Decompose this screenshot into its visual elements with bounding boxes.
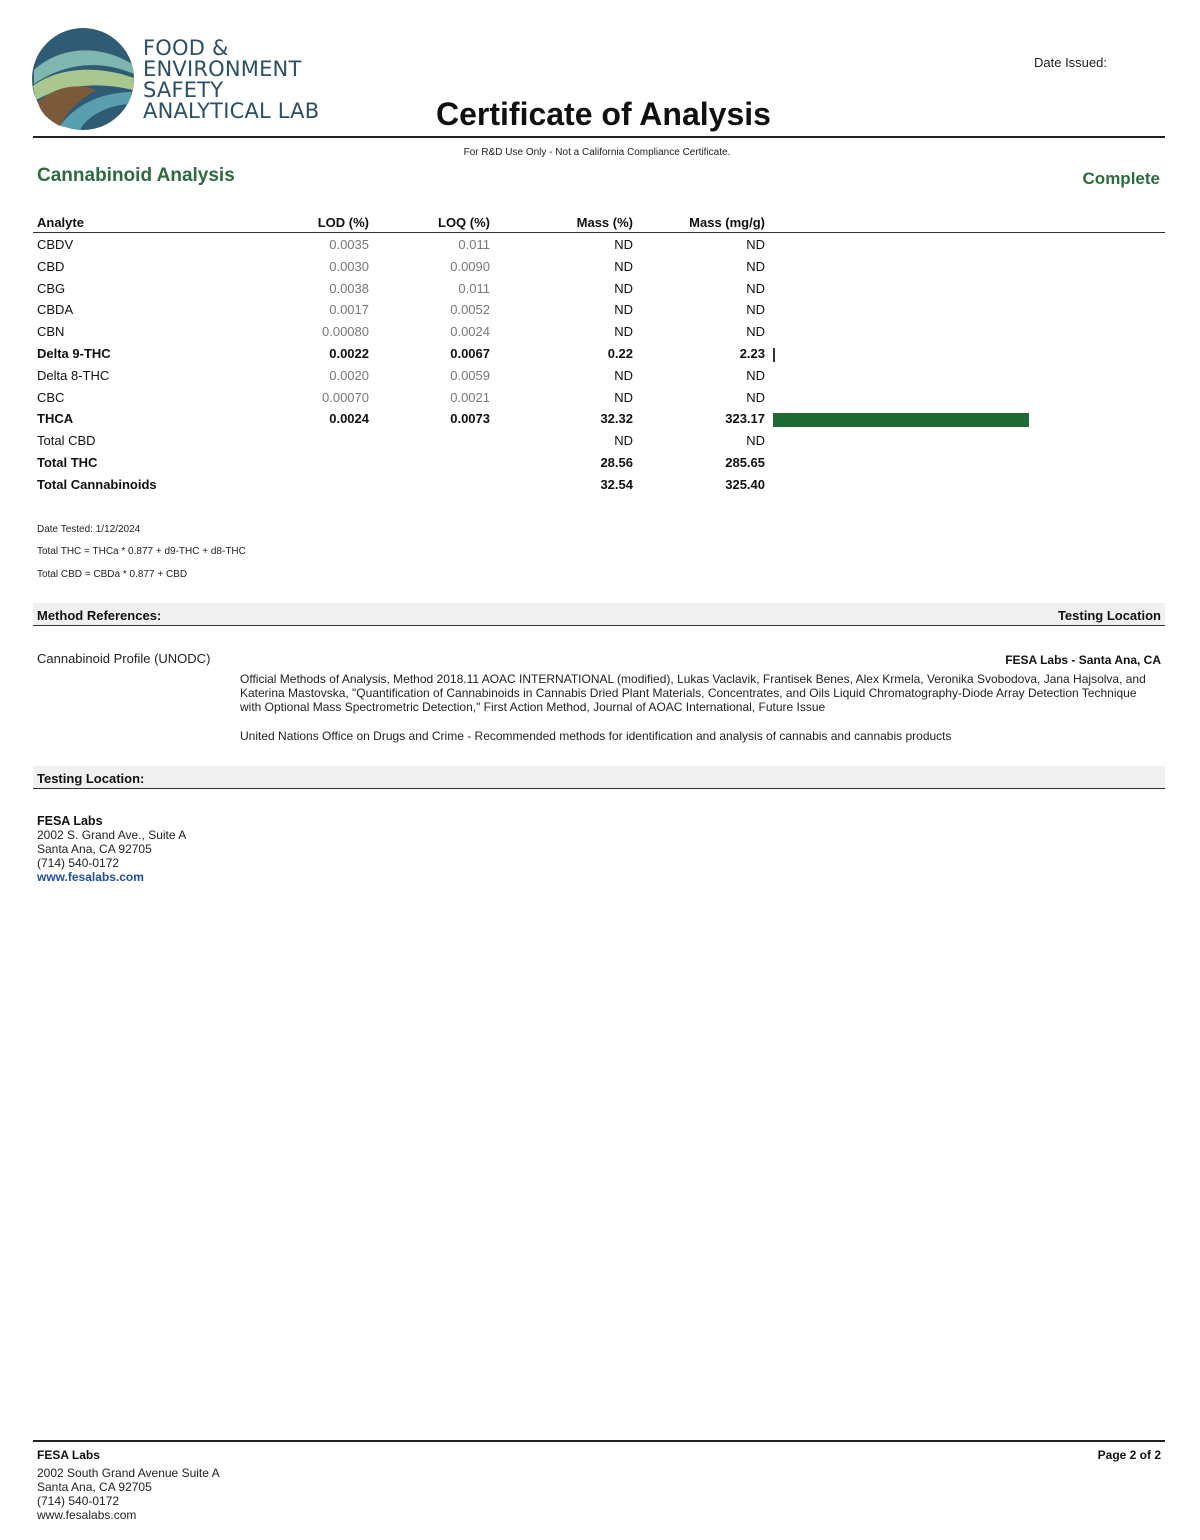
cell-mass-mg: ND [746, 302, 765, 318]
cell-loq: 0.011 [458, 237, 490, 252]
header-divider [33, 136, 1165, 138]
cell-analyte: Total CBD [37, 433, 96, 449]
cell-lod: 0.0030 [329, 258, 369, 274]
analysis-section-title: Cannabinoid Analysis [37, 165, 235, 186]
cell-loq: 0.0067 [450, 346, 490, 361]
column-header-loq: LOQ (%) [438, 215, 490, 230]
cell-mass-pct: 0.22 [607, 346, 633, 361]
footer-divider [33, 1440, 1165, 1442]
page-number: Page 2 of 2 [1097, 1448, 1161, 1462]
lab-address-2: Santa Ana, CA 92705 [37, 842, 152, 856]
cell-loq: 0.0090 [450, 258, 490, 274]
cell-mass-mg: 2.23 [739, 346, 765, 361]
cell-mass-pct: ND [614, 258, 633, 274]
cell-mass-pct: ND [614, 367, 633, 383]
lab-logo-text [143, 38, 319, 122]
cell-analyte: CBDA [37, 302, 74, 318]
cell-mass-mg: 285.65 [725, 455, 765, 470]
method-references-label: Method References: [37, 608, 162, 623]
cell-analyte: Total THC [37, 455, 98, 470]
total-thc-formula: Total THC = THCa * 0.877 + d9-THC + d8-THC [37, 546, 246, 557]
column-header-analyte: Analyte [37, 215, 84, 230]
cell-mass-mg: 325.40 [725, 476, 765, 492]
logo-line: SAFETY [143, 78, 224, 102]
cell-mass-pct: 32.32 [600, 411, 633, 427]
mass-bar [773, 348, 775, 362]
column-header-mass-pct: Mass (%) [576, 215, 633, 230]
footer-address-2: Santa Ana, CA 92705 [37, 1480, 152, 1494]
cell-mass-pct: ND [614, 324, 633, 340]
cell-mass-mg: ND [746, 367, 765, 383]
column-header-lod: LOD (%) [317, 215, 369, 230]
cell-mass-pct: ND [614, 302, 633, 318]
cell-mass-mg: ND [746, 237, 765, 252]
method-profile: Cannabinoid Profile (UNODC) [37, 651, 211, 666]
cell-analyte: Delta 8-THC [37, 367, 110, 383]
cell-mass-pct: ND [614, 237, 633, 252]
logo-line: ENVIRONMENT [143, 57, 302, 81]
cell-mass-mg: ND [746, 258, 765, 274]
cell-lod: 0.00070 [322, 389, 369, 405]
logo-line: FOOD & [143, 36, 229, 60]
mass-bar [773, 413, 1029, 427]
date-tested: Date Tested: 1/12/2024 [37, 524, 141, 535]
testing-location-header: Testing Location [1057, 608, 1161, 623]
cell-mass-pct: ND [614, 389, 633, 405]
page-title: Certificate of Analysis [436, 96, 771, 132]
cell-analyte: THCA [37, 411, 74, 427]
cell-lod: 0.0020 [329, 367, 369, 383]
column-header-mass-mg: Mass (mg/g) [689, 215, 765, 230]
lab-logo [30, 26, 136, 132]
lab-logo-mark [30, 26, 136, 132]
lab-name: FESA Labs [37, 814, 103, 828]
method-location: FESA Labs - Santa Ana, CA [1005, 653, 1161, 667]
cell-lod: 0.0035 [329, 237, 369, 252]
footer-phone: (714) 540-0172 [37, 1494, 120, 1508]
cell-lod: 0.0038 [329, 280, 369, 296]
cell-mass-mg: ND [746, 324, 765, 340]
cell-analyte: CBG [37, 280, 66, 296]
date-issued-label: Date Issued: [1034, 55, 1107, 70]
status-badge: Complete [1082, 169, 1160, 188]
cell-loq: 0.011 [458, 280, 490, 296]
cell-mass-mg: ND [746, 280, 765, 296]
lab-address-1: 2002 S. Grand Ave., Suite A [37, 828, 187, 842]
testing-location-label: Testing Location: [37, 771, 145, 786]
cell-loq: 0.0059 [450, 367, 490, 383]
table-header-divider [33, 232, 1165, 233]
cell-loq: 0.0021 [450, 389, 490, 405]
cell-mass-mg: ND [746, 433, 765, 449]
cell-mass-pct: ND [614, 433, 633, 449]
footer-address-block [37, 1448, 220, 1522]
cell-analyte: CBDV [37, 237, 74, 252]
lab-website-link[interactable]: www.fesalabs.com [37, 870, 144, 884]
footer-address-1: 2002 South Grand Avenue Suite A [37, 1466, 220, 1480]
cell-mass-mg: ND [746, 389, 765, 405]
lab-phone: (714) 540-0172 [37, 856, 120, 870]
method-reference-1: Official Methods of Analysis, Method 2018.11 AOAC INTERNATIONAL (modified), Lukas Vaclavik, Frantisek Benes, Alex Krmela, Veronika Svobodova, Jana Hajsolva, and Katerina Mastovska, "Quantification of Cannabinoids in Cannabis Dried Plant Materials, Concentrates, and Oils Liquid Chromatography-Diode Array Detection Technique with Optional Mass Spectrometric Detection," First Action Method, Journal of AOAC International, Future Issue [240, 672, 1146, 714]
cell-lod: 0.00080 [322, 324, 369, 340]
cell-mass-pct: 32.54 [600, 476, 633, 492]
compliance-note: For R&D Use Only - Not a California Compliance Certificate. [463, 147, 731, 158]
method-reference-2: United Nations Office on Drugs and Crime - Recommended methods for identification and analysis of cannabis and cannabis products [240, 729, 952, 743]
cell-lod: 0.0017 [329, 302, 369, 318]
testing-location-divider [33, 788, 1165, 789]
cell-lod: 0.0024 [329, 411, 369, 427]
footer-lab-name: FESA Labs [37, 1448, 100, 1462]
cell-analyte: CBC [37, 389, 65, 405]
method-references-band [33, 603, 1165, 625]
cell-analyte: CBD [37, 258, 65, 274]
testing-location-block [37, 814, 186, 884]
cell-loq: 0.0073 [450, 411, 490, 427]
cell-analyte: Delta 9-THC [37, 346, 111, 361]
logo-line: ANALYTICAL LAB [143, 99, 320, 123]
footer-website[interactable]: www.fesalabs.com [37, 1508, 137, 1522]
testing-location-band [33, 766, 1165, 788]
cell-analyte: Total Cannabinoids [37, 476, 157, 492]
cell-mass-pct: 28.56 [600, 455, 633, 470]
cell-lod: 0.0022 [329, 346, 369, 361]
cell-analyte: CBN [37, 324, 65, 340]
cell-loq: 0.0052 [450, 302, 490, 318]
cell-loq: 0.0024 [450, 324, 490, 340]
cell-mass-mg: 323.17 [725, 411, 765, 427]
method-divider [33, 625, 1165, 626]
total-cbd-formula: Total CBD = CBDa * 0.877 + CBD [37, 569, 188, 580]
cell-mass-pct: ND [614, 280, 633, 296]
